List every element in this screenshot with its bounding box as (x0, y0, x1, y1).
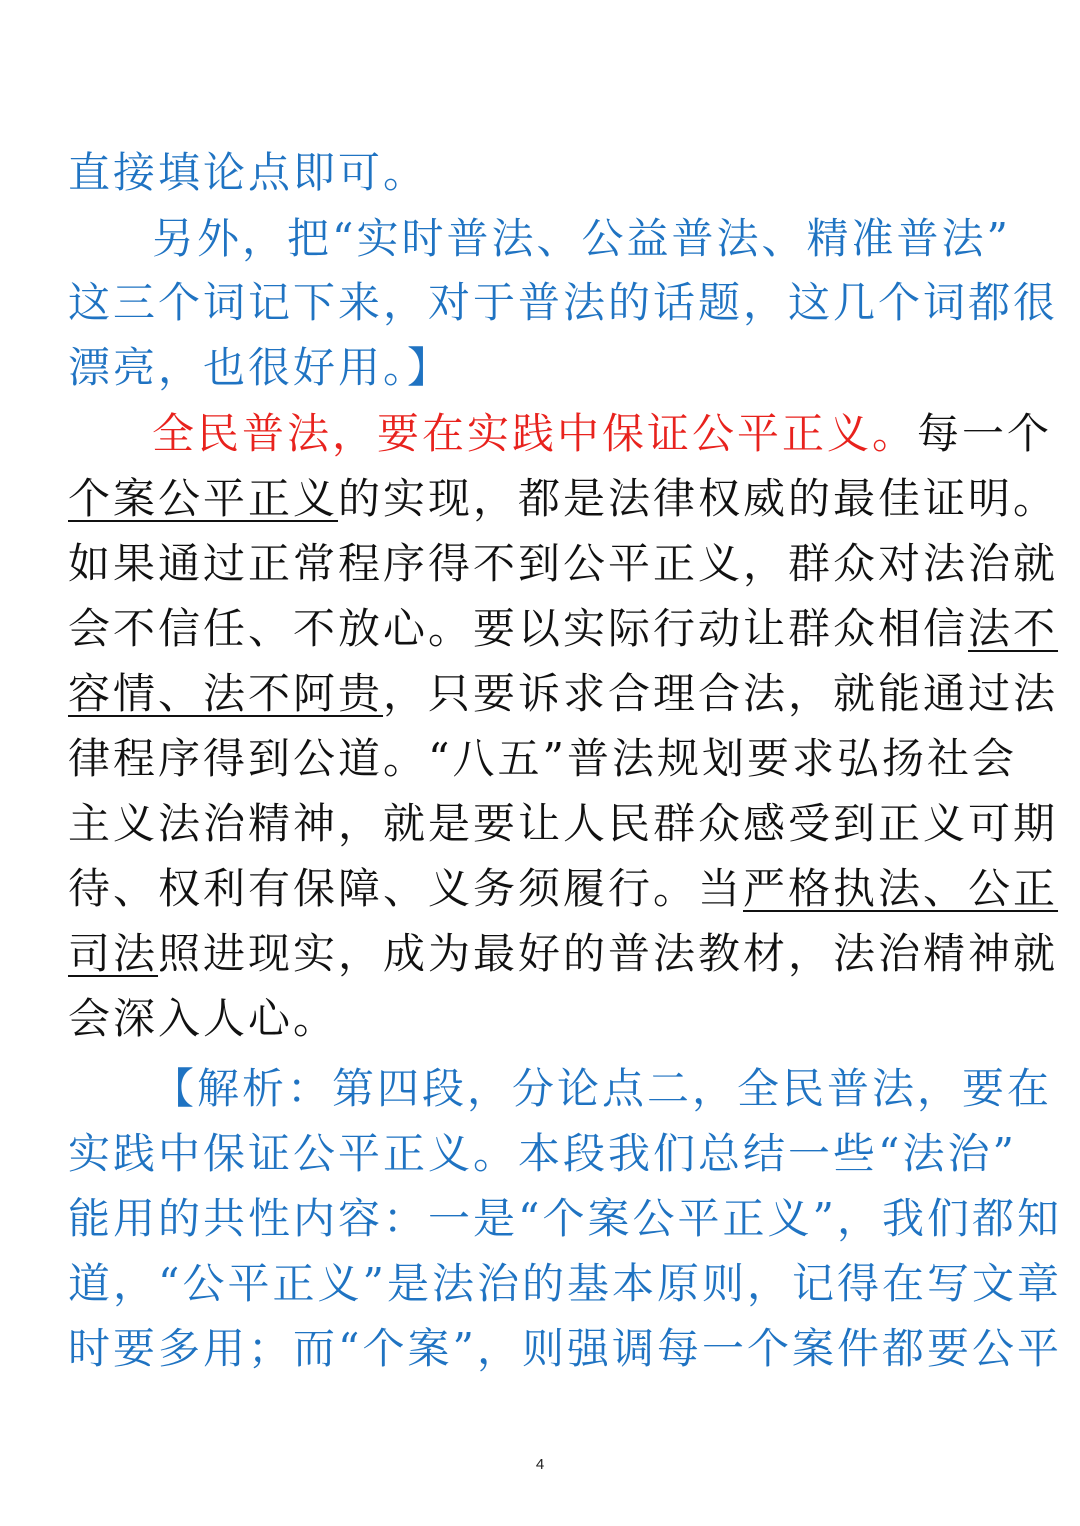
text-line (68, 923, 1058, 985)
text-span: 会不信任、不放心。要以实际行动让群众相信 (68, 604, 969, 653)
analysis-line: 实践中保证公平正义。本段我们总结一些“法治” (68, 1129, 1017, 1178)
text-line: 这三个词记下来，对于普法的话题，这几个词都很 (68, 278, 1059, 327)
text-line: 律程序得到公道。“八五”普法规划要求弘扬社会 (68, 734, 1017, 783)
analysis-line: 时要多用；而“个案”，则强调每一个案件都要公平 (68, 1324, 1062, 1373)
sub-argument-heading: 全民普法，要在实践中保证公平正义。 (152, 409, 918, 458)
text-line (68, 598, 1058, 660)
underlined-phrase: 司法 (68, 929, 159, 978)
analysis-line: 道，“公平正义”是法治的基本原则，记得在写文章 (68, 1259, 1062, 1308)
underlined-phrase: 容情、法不阿贵 (68, 669, 384, 718)
text-line: 漂亮，也很好用。】 (68, 343, 453, 392)
analysis-line: 能用的共性内容：一是“个案公平正义”，我们都知 (68, 1194, 1062, 1243)
text-line: 直接填论点即可。 (68, 148, 429, 197)
text-span: 照进现实，成为最好的普法教材，法治精神就 (158, 929, 1059, 978)
underlined-phrase: 个案公平正义 (68, 474, 339, 523)
paragraph-heading-line (152, 403, 1052, 465)
text-line (68, 663, 1058, 725)
text-line: 会深入人心。 (68, 994, 339, 1043)
text-line: 如果通过正常程序得不到公平正义，群众对法治就 (68, 539, 1059, 588)
text-span: 待、权利有保障、义务须履行。当 (68, 864, 744, 913)
page-number: 4 (535, 1456, 545, 1473)
text-line: 另外，把“实时普法、公益普法、精准普法” (152, 214, 1011, 263)
text-line: 主义法治精神，就是要让人民群众感受到正义可期 (68, 799, 1059, 848)
underlined-phrase: 严格执法、公正 (743, 864, 1059, 913)
text-line (68, 858, 1058, 920)
analysis-line: 【解析：第四段，分论点二，全民普法，要在 (152, 1064, 1053, 1113)
text-line (68, 468, 1058, 530)
underlined-phrase: 法不 (968, 604, 1059, 653)
text-span: ，只要诉求合理合法，就能通过法 (383, 669, 1059, 718)
text-span: 每一个 (917, 409, 1053, 458)
text-span: 的实现，都是法律权威的最佳证明。 (338, 474, 1059, 523)
